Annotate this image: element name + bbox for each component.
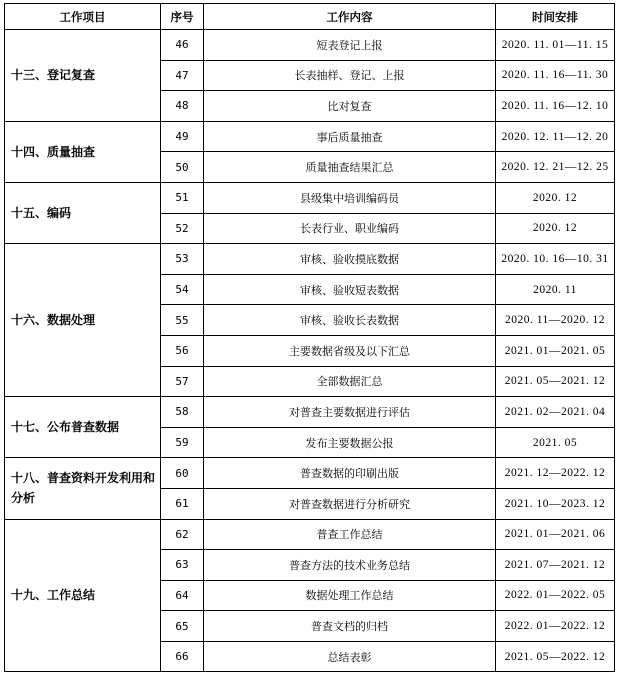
header-project: 工作项目	[5, 4, 161, 30]
time-cell: 2022. 01—2022. 05	[496, 580, 615, 611]
header-time: 时间安排	[496, 4, 615, 30]
time-cell: 2020. 11. 16—11. 30	[496, 60, 615, 91]
content-cell: 长表行业、职业编码	[204, 213, 496, 244]
seq-cell: 63	[161, 550, 204, 581]
time-cell: 2020. 10. 16—10. 31	[496, 244, 615, 275]
time-cell: 2021. 05—2021. 12	[496, 366, 615, 397]
table-row	[5, 121, 615, 152]
time-cell: 2020. 11	[496, 274, 615, 305]
seq-cell: 65	[161, 611, 204, 642]
seq-cell: 54	[161, 274, 204, 305]
content-cell: 审核、验收长表数据	[204, 305, 496, 336]
seq-cell: 57	[161, 366, 204, 397]
time-cell: 2020. 12. 21—12. 25	[496, 152, 615, 183]
content-cell: 短表登记上报	[204, 30, 496, 61]
table-row	[5, 458, 615, 489]
time-cell: 2021. 05—2022. 12	[496, 641, 615, 672]
seq-cell: 58	[161, 397, 204, 428]
table-header-row	[5, 4, 615, 30]
time-cell: 2022. 01—2022. 12	[496, 611, 615, 642]
time-cell: 2020. 12	[496, 182, 615, 213]
time-cell: 2020. 11. 01—11. 15	[496, 30, 615, 61]
content-cell: 审核、验收摸底数据	[204, 244, 496, 275]
header-content: 工作内容	[204, 4, 496, 30]
seq-cell: 46	[161, 30, 204, 61]
seq-cell: 51	[161, 182, 204, 213]
schedule-table	[4, 3, 615, 672]
content-cell: 普查方法的技术业务总结	[204, 550, 496, 581]
content-cell: 普查工作总结	[204, 519, 496, 550]
time-cell: 2021. 02—2021. 04	[496, 397, 615, 428]
project-cell: 十八、普查资料开发利用和分析	[5, 458, 161, 519]
time-cell: 2020. 12	[496, 213, 615, 244]
project-cell: 十七、公布普查数据	[5, 397, 161, 458]
time-cell: 2020. 11. 16—12. 10	[496, 91, 615, 122]
table-body	[5, 30, 615, 672]
seq-cell: 49	[161, 121, 204, 152]
seq-cell: 62	[161, 519, 204, 550]
content-cell: 数据处理工作总结	[204, 580, 496, 611]
seq-cell: 55	[161, 305, 204, 336]
content-cell: 主要数据省级及以下汇总	[204, 335, 496, 366]
content-cell: 全部数据汇总	[204, 366, 496, 397]
content-cell: 对普查数据进行分析研究	[204, 488, 496, 519]
table-row	[5, 244, 615, 275]
seq-cell: 66	[161, 641, 204, 672]
table-row	[5, 30, 615, 61]
content-cell: 审核、验收短表数据	[204, 274, 496, 305]
content-cell: 长表抽样、登记、上报	[204, 60, 496, 91]
content-cell: 普查文档的归档	[204, 611, 496, 642]
table-row	[5, 519, 615, 550]
content-cell: 总结表彰	[204, 641, 496, 672]
seq-cell: 48	[161, 91, 204, 122]
seq-cell: 47	[161, 60, 204, 91]
seq-cell: 60	[161, 458, 204, 489]
time-cell: 2021. 01—2021. 06	[496, 519, 615, 550]
time-cell: 2021. 07—2021. 12	[496, 550, 615, 581]
project-cell: 十三、登记复查	[5, 30, 161, 122]
content-cell: 事后质量抽查	[204, 121, 496, 152]
time-cell: 2020. 11—2020. 12	[496, 305, 615, 336]
seq-cell: 59	[161, 427, 204, 458]
content-cell: 发布主要数据公报	[204, 427, 496, 458]
time-cell: 2021. 05	[496, 427, 615, 458]
time-cell: 2020. 12. 11—12. 20	[496, 121, 615, 152]
project-cell: 十九、工作总结	[5, 519, 161, 672]
table-row	[5, 182, 615, 213]
time-cell: 2021. 12—2022. 12	[496, 458, 615, 489]
seq-cell: 61	[161, 488, 204, 519]
seq-cell: 53	[161, 244, 204, 275]
project-cell: 十四、质量抽查	[5, 121, 161, 182]
table-row	[5, 397, 615, 428]
content-cell: 县级集中培训编码员	[204, 182, 496, 213]
content-cell: 比对复查	[204, 91, 496, 122]
header-seq: 序号	[161, 4, 204, 30]
content-cell: 普查数据的印刷出版	[204, 458, 496, 489]
seq-cell: 64	[161, 580, 204, 611]
seq-cell: 56	[161, 335, 204, 366]
time-cell: 2021. 10—2023. 12	[496, 488, 615, 519]
project-cell: 十六、数据处理	[5, 244, 161, 397]
content-cell: 质量抽查结果汇总	[204, 152, 496, 183]
seq-cell: 50	[161, 152, 204, 183]
content-cell: 对普查主要数据进行评估	[204, 397, 496, 428]
project-cell: 十五、编码	[5, 182, 161, 243]
seq-cell: 52	[161, 213, 204, 244]
time-cell: 2021. 01—2021. 05	[496, 335, 615, 366]
